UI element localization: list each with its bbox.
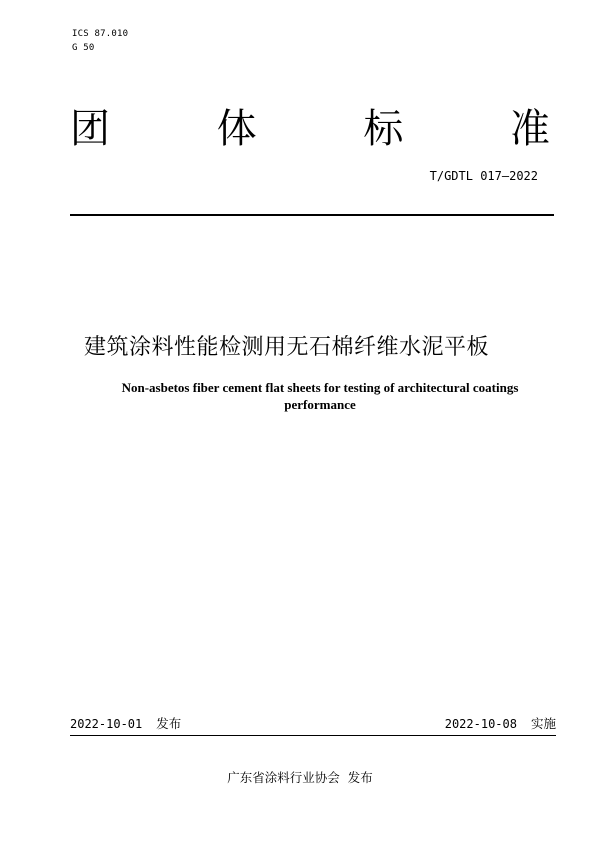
classification-codes (72, 27, 128, 55)
standard-number: T/GDTL 017—2022 (429, 169, 538, 183)
title-chinese: 建筑涂料性能检测用无石棉纤维水泥平板 (84, 335, 490, 360)
publisher-action: 发布 (347, 770, 373, 785)
date-row (70, 715, 556, 735)
header-divider (70, 214, 554, 216)
document-type-char: 团 (70, 106, 110, 152)
document-type-char: 准 (509, 106, 550, 152)
title-english-line: Non-asbetos fiber cement flat sheets for testing of architectural coatings (121, 380, 519, 395)
ics-code: ICS 87.010 (72, 29, 129, 39)
document-type-char: 体 (216, 106, 257, 152)
implement-date-block (445, 715, 556, 733)
issue-date: 2022-10-01 (70, 717, 143, 731)
publisher-line (0, 769, 600, 787)
issue-label: 发布 (156, 716, 182, 731)
title-english (60, 379, 580, 413)
title-english-line: performance (284, 397, 356, 412)
document-type-heading (70, 104, 550, 154)
implement-label: 实施 (530, 716, 556, 731)
implement-date: 2022-10-08 (444, 717, 517, 731)
document-type-char: 标 (363, 106, 404, 152)
ccs-code: G 50 (72, 43, 95, 53)
publisher-name: 广东省涂料行业协会 (227, 770, 340, 785)
footer-divider (70, 735, 556, 736)
issue-date-block (70, 715, 181, 733)
